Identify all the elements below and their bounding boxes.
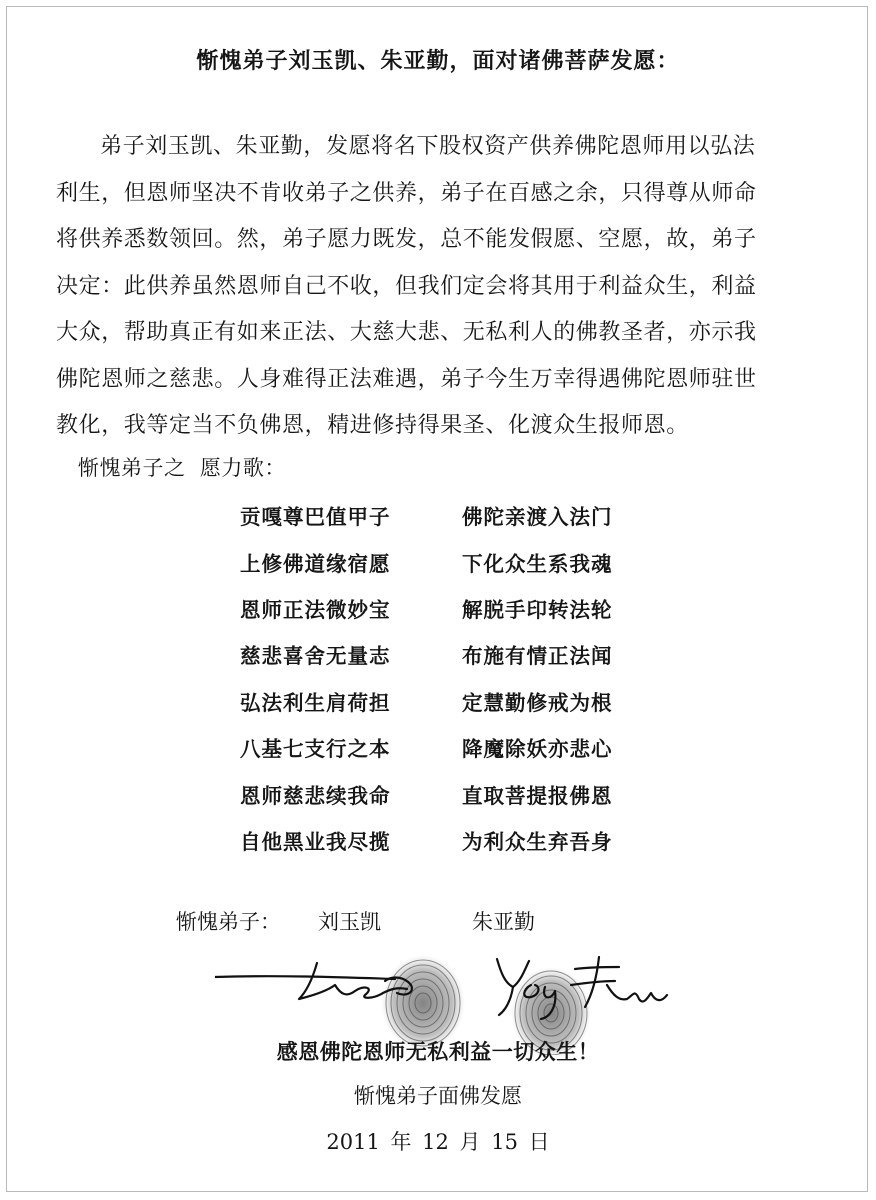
song-couplet	[240, 678, 613, 724]
document-date: 2011 年 12 月 15 日	[326, 1130, 550, 1154]
song-line-left: 八基七支行之本	[240, 737, 391, 762]
song-line-left: 恩师正法微妙宝	[240, 597, 391, 622]
signer-name: 刘玉凯	[318, 910, 381, 934]
handwritten-signature-left	[215, 963, 412, 999]
song-line-right: 降魔除妖亦悲心	[462, 737, 613, 762]
song-line-right: 下化众生系我魂	[462, 551, 613, 576]
song-couplet	[240, 492, 613, 538]
closing-line: 惭愧弟子面佛发愿	[354, 1084, 522, 1108]
song-couplet	[240, 724, 613, 770]
song-line-left: 慈悲喜舍无量志	[240, 644, 391, 669]
vow-line: 教化，我等定当不负佛恩，精进修持得果圣、化渡众生报师恩。	[56, 413, 689, 438]
vow-line: 利生，但恩师坚决不肯收弟子之供养，弟子在百感之余，只得尊从师命	[56, 180, 757, 206]
song-line-left: 上修佛道缘宿愿	[240, 551, 391, 576]
song-heading: 惭愧弟子之 愿力歌：	[78, 456, 286, 480]
document-title: 惭愧弟子刘玉凯、朱亚勤，面对诸佛菩萨发愿：	[196, 49, 680, 74]
signers-label: 惭愧弟子：	[176, 910, 281, 934]
song-line-right: 定慧勤修戒为根	[462, 690, 613, 715]
song-line-right: 为利众生弃吾身	[462, 829, 613, 854]
song-line-right: 佛陀亲渡入法门	[462, 505, 613, 530]
song-line-left: 贡嘎尊巴值甲子	[240, 505, 391, 530]
song-couplet	[240, 585, 613, 631]
vow-line: 大众，帮助真正有如来正法、大慈大悲、无私利人的佛教圣者，亦示我	[56, 320, 757, 345]
vow-paragraph	[56, 124, 842, 450]
song-couplet	[240, 631, 613, 677]
song-line-left: 弘法利生肩荷担	[240, 690, 391, 715]
song-line-left: 自他黑业我尽揽	[240, 829, 391, 854]
vow-line: 佛陀恩师之慈悲。人身难得正法难遇，弟子今生万幸得遇佛陀恩师驻世	[56, 366, 757, 392]
song-couplet	[240, 817, 613, 863]
song-line-right: 布施有情正法闻	[462, 644, 613, 669]
song-couplet	[240, 770, 613, 816]
song-line-left: 恩师慈悲续我命	[240, 783, 391, 808]
vow-line: 将供养悉数领回。然，弟子愿力既发，总不能发假愿、空愿，故，弟子	[56, 227, 757, 252]
signer-name: 朱亚勤	[472, 910, 535, 934]
vow-line: 决定：此供养虽然恩师自己不收，但我们定会将其用于利益众生，利益	[56, 273, 757, 299]
song-line-right: 解脱手印转法轮	[462, 597, 613, 622]
song-line-right: 直取菩提报佛恩	[462, 783, 613, 808]
song-couplet	[240, 538, 613, 584]
vow-song	[240, 492, 613, 863]
vow-line: 弟子刘玉凯、朱亚勤，发愿将名下股权资产供养佛陀恩师用以弘法	[100, 134, 756, 159]
gratitude-line: 感恩佛陀恩师无私利益一切众生！	[276, 1040, 600, 1064]
